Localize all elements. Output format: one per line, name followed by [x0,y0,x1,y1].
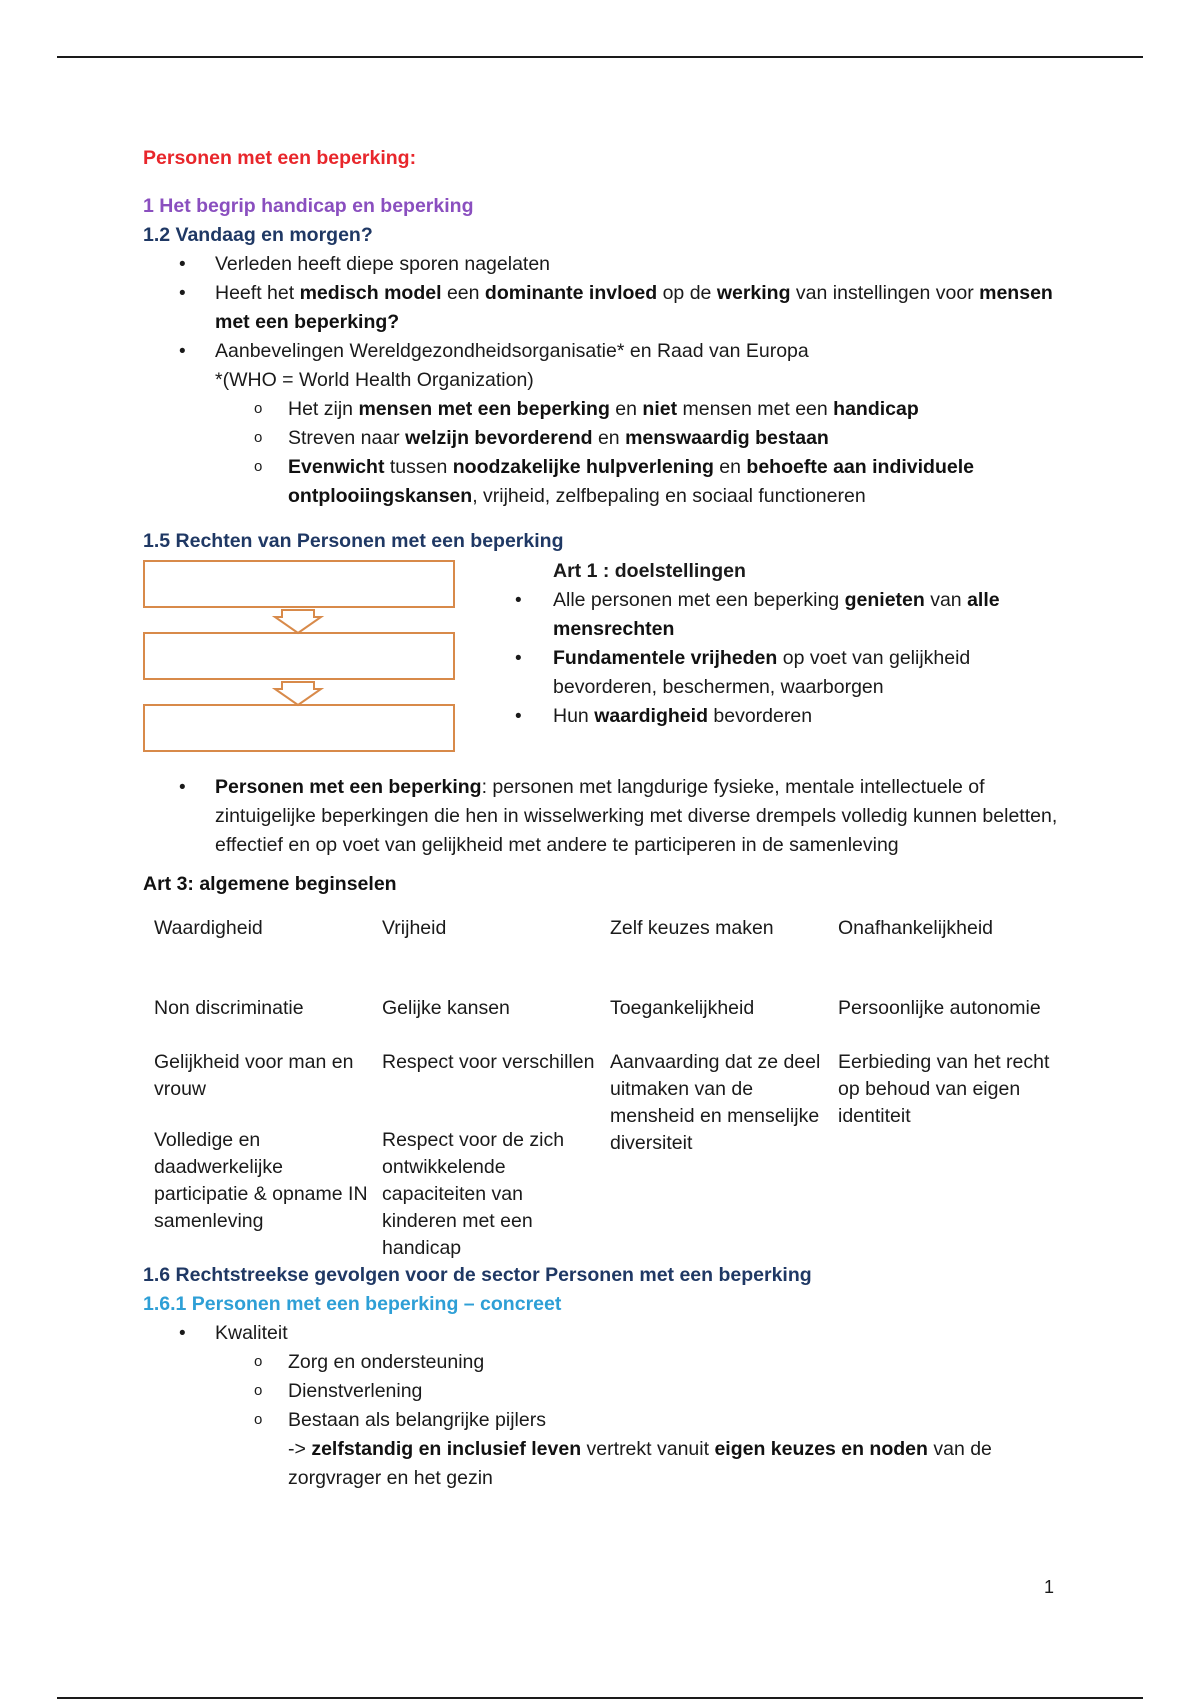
art1-list [513,557,1043,731]
principle-cell: Respect voor de zich ontwikkelende capaciteiten van kinderen met een handicap [382,1129,565,1259]
page-content [143,140,1083,1493]
page-number: 1 [1044,1577,1055,1597]
sub-list-item: o Het zijn mensen met een beperking en niet mensen met een handicap [143,395,1083,424]
flow-arrow-2 [275,682,321,705]
principle-cell: Aanvaarding dat ze deel uitmaken van de mensheid en menselijke diversiteit [610,1051,821,1154]
principle-cell [838,1127,1078,1257]
arrow-line: -> zelfstandig en inclusief leven vertrekt vanuit eigen keuzes en noden van de zorgvrager en het gezin [288,1438,992,1489]
bottom-rule [57,1697,1143,1699]
flow-box-3 [144,705,454,751]
list-item: • Heeft het medisch model een dominante invloed op de werking van instellingen voor mensen met een beperking? [143,279,1083,337]
art1-block [143,557,1083,767]
list-1-6-1 [143,1319,1083,1435]
principle-cell: Respect voor verschillen [382,1051,595,1073]
section-heading-1: 1 Het begrip handicap en beperking [143,195,474,217]
flow-arrow-1 [275,610,321,633]
list-item: • Fundamentele vrijheden op voet van gelijkheid bevorderen, beschermen, waarborgen [513,644,1043,702]
principle-cell: Onafhankelijkheid [838,917,994,939]
art1-title: Art 1 : doelstellingen [553,560,746,582]
flow-box-2 [144,633,454,679]
principle-cell: Eerbieding van het recht op behoud van eigen identiteit [838,1051,1050,1127]
subheading-1-6: 1.6 Rechtstreekse gevolgen voor de sector Personen met een beperking [143,1264,812,1286]
who-note: *(WHO = World Health Organization) [215,369,534,391]
document-title: Personen met een beperking: [143,147,417,169]
subheading-1-6-1: 1.6.1 Personen met een beperking – concreet [143,1293,562,1315]
art3-title: Art 3: algemene beginselen [143,873,397,895]
flow-diagram [143,560,463,760]
list-item: • Aanbevelingen Wereldgezondheidsorganisatie* en Raad van Europa [143,337,1083,366]
sub-list-item: o Evenwicht tussen noodzakelijke hulpverlening en behoefte aan individuele ontplooiingskansen, vrijheid, zelfbepaling en sociaal functioneren [143,453,1083,511]
principle-cell: Toegankelijkheid [610,997,755,1019]
subheading-1-5: 1.5 Rechten van Personen met een beperking [143,530,564,552]
principle-cell: Persoonlijke autonomie [838,997,1041,1019]
principle-cell: Volledige en daadwerkelijke participatie & opname IN samenleving [154,1129,368,1232]
sub-list-item: o Zorg en ondersteuning [143,1348,1083,1377]
principle-cell: Vrijheid [382,917,447,939]
sublist-1-2 [143,395,1083,511]
principles-grid [154,907,1083,1257]
list-item: • Alle personen met een beperking genieten van alle mensrechten [513,586,1043,644]
principle-cell: Waardigheid [154,917,263,939]
sub-list-item: o Streven naar welzijn bevorderend en menswaardig bestaan [143,424,1083,453]
flow-box-1 [144,561,454,607]
list-item: • Verleden heeft diepe sporen nagelaten [143,250,1083,279]
principle-cell: Gelijke kansen [382,997,510,1019]
sub-list-item: o Bestaan als belangrijke pijlers [143,1406,1083,1435]
principle-cell: Gelijkheid voor man en vrouw [154,1051,354,1100]
definition-list [143,773,1083,860]
subheading-1-2: 1.2 Vandaag en morgen? [143,224,373,246]
principle-cell: Zelf keuzes maken [610,917,774,939]
list-item: • Personen met een beperking: personen met langdurige fysieke, mentale intellectuele of zintuigelijke beperkingen die hen in wisselwerking met diverse drempels volledig kunnen beletten, effectief en op voet van gelijkheid met andere te participeren in de samenleving [143,773,1083,860]
list-item: • Kwaliteit [143,1319,1083,1348]
top-rule [57,56,1143,58]
list-1-2 [143,250,1083,366]
sub-list-item: o Dienstverlening [143,1377,1083,1406]
principle-cell: Non discriminatie [154,997,304,1019]
list-item: • Hun waardigheid bevorderen [513,702,1043,731]
